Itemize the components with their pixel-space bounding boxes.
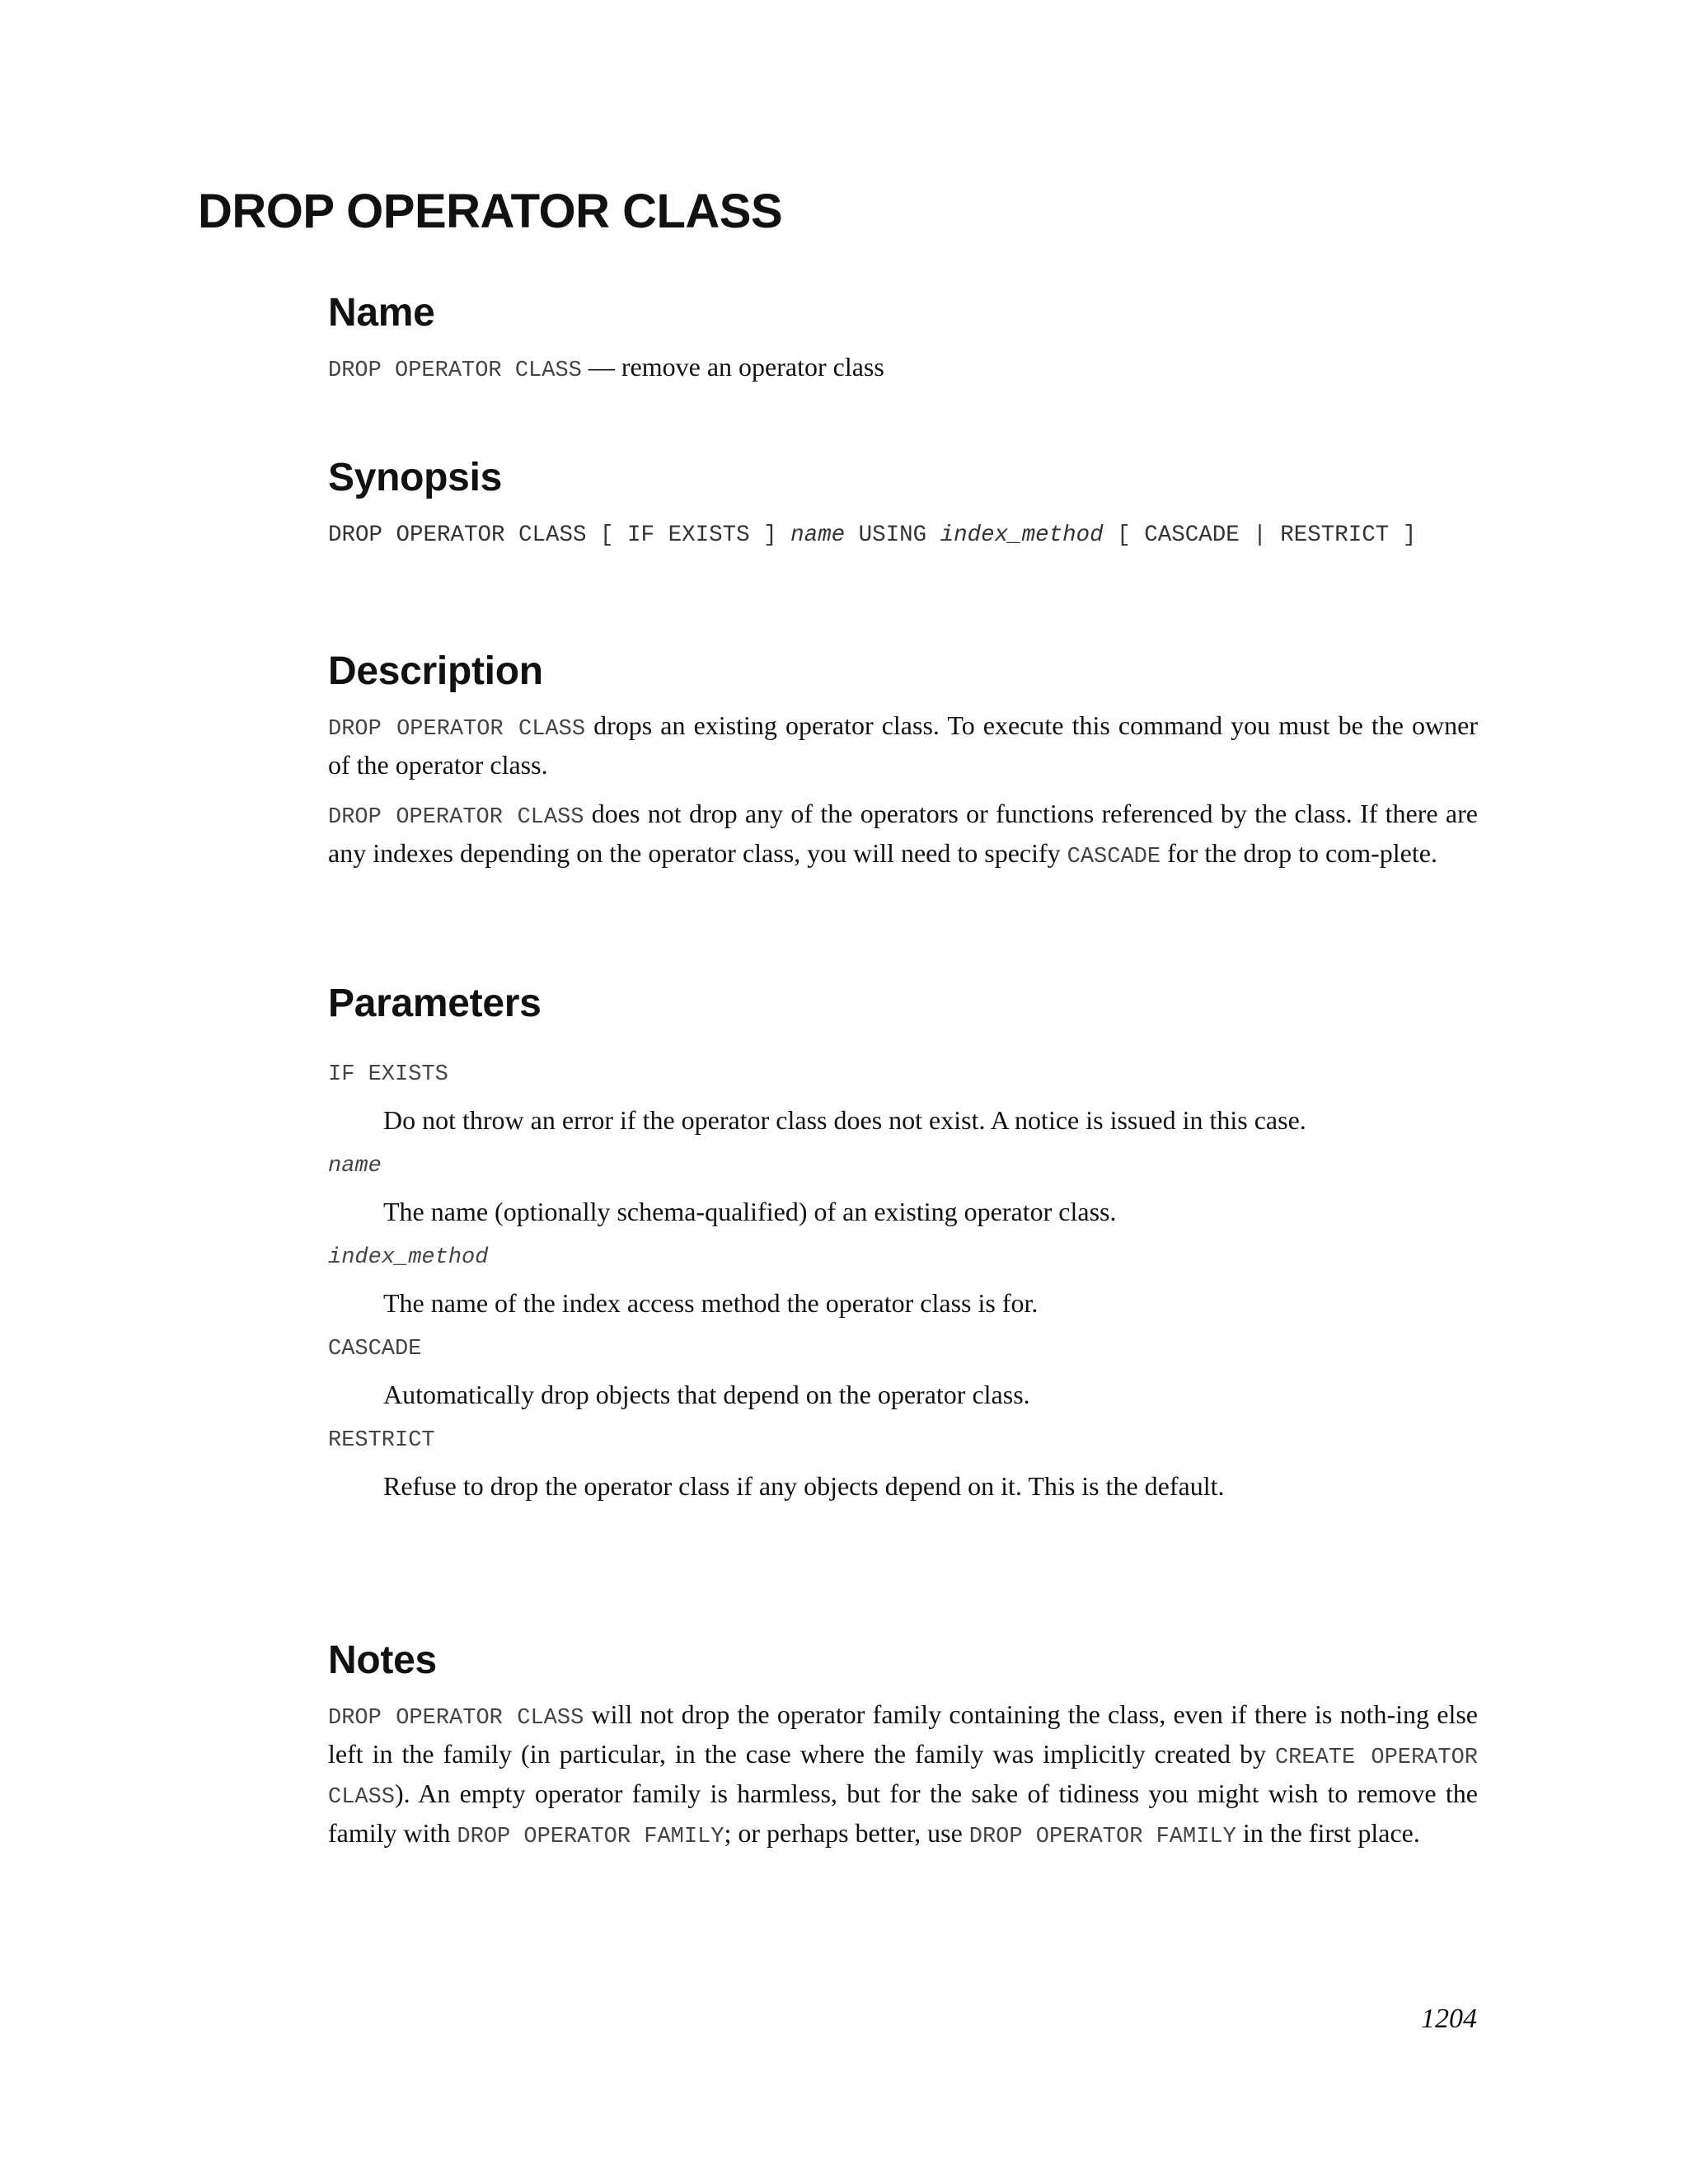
synopsis-part3: [ CASCADE | RESTRICT ] xyxy=(1103,523,1417,548)
param-term-name: name xyxy=(328,1154,382,1179)
notes-text-3: ; or perhaps better, use xyxy=(724,1818,969,1848)
notes-text-4: in the first place. xyxy=(1236,1818,1420,1848)
name-summary: — remove an operator class xyxy=(588,352,884,382)
name-section xyxy=(328,288,1478,389)
param-desc-name: The name (optionally schema-qualified) of an existing operator class. xyxy=(383,1197,1117,1226)
name-command: DROP OPERATOR CLASS xyxy=(328,359,582,383)
notes-text-1: will not drop the operator family containing the class, even if there is noth-ing else left in the family (in particular, in the case where the family was implicitly created by xyxy=(328,1699,1478,1769)
param-term-restrict: RESTRICT xyxy=(328,1428,435,1453)
param-desc-index-method: The name of the index access method the operator class is for. xyxy=(383,1288,1039,1318)
synopsis-heading: Synopsis xyxy=(328,456,502,499)
page-number: 1204 xyxy=(1421,2004,1477,2034)
description-p1-text: drops an existing operator class. To execute this command you must be the owner of the operator class. xyxy=(328,710,1479,780)
synopsis-name-param: name xyxy=(790,523,846,548)
parameters-section xyxy=(328,979,1478,1504)
synopsis-code xyxy=(328,519,1478,552)
param-desc-restrict: Refuse to drop the operator class if any objects depend on it. This is the default. xyxy=(383,1471,1225,1501)
synopsis-part1: DROP OPERATOR CLASS [ IF EXISTS ] xyxy=(328,523,791,548)
description-paragraph-1 xyxy=(328,708,1478,783)
description-section xyxy=(328,647,1478,875)
description-heading: Description xyxy=(328,649,543,693)
notes-section xyxy=(328,1636,1478,1855)
description-p2-cascade: CASCADE xyxy=(1067,845,1161,869)
description-paragraph-2 xyxy=(328,796,1478,875)
notes-text-2: ). An empty operator family is harmless, but for the sake of tidiness you might wish to remove the family with xyxy=(328,1779,1478,1848)
description-p2-code: DROP OPERATOR CLASS xyxy=(328,805,584,830)
description-p2-text-b: for the drop to com-plete. xyxy=(1160,838,1437,868)
param-term-index-method: index_method xyxy=(328,1245,489,1270)
synopsis-index-param: index_method xyxy=(940,523,1104,548)
param-desc-cascade: Automatically drop objects that depend on the operator class. xyxy=(383,1380,1030,1409)
synopsis-part2: USING xyxy=(845,523,940,548)
notes-heading: Notes xyxy=(328,1638,437,1682)
page-title: DROP OPERATOR CLASS xyxy=(198,185,783,238)
synopsis-section xyxy=(328,453,1478,552)
description-p1-code: DROP OPERATOR CLASS xyxy=(328,717,586,742)
parameters-list xyxy=(328,1058,1478,1504)
notes-code-1: DROP OPERATOR CLASS xyxy=(328,1706,584,1731)
notes-paragraph xyxy=(328,1697,1478,1855)
param-term-cascade: CASCADE xyxy=(328,1337,422,1361)
description-p2-text-a: does not drop any of the operators or functions referenced by the class. If there are any indexes depending on the operator class, you will need to specify xyxy=(328,799,1478,868)
name-heading: Name xyxy=(328,291,435,335)
notes-code-4: DROP OPERATOR FAMILY xyxy=(968,1825,1236,1849)
parameters-heading: Parameters xyxy=(328,982,542,1025)
notes-code-3: DROP OPERATOR FAMILY xyxy=(457,1825,724,1849)
param-desc-if-exists: Do not throw an error if the operator class does not exist. A notice is issued in this case. xyxy=(383,1105,1306,1135)
param-term-if-exists: IF EXISTS xyxy=(328,1062,448,1087)
notes-code-2: CREATE OPERATOR CLASS xyxy=(328,1746,1478,1810)
name-line xyxy=(328,349,1478,389)
